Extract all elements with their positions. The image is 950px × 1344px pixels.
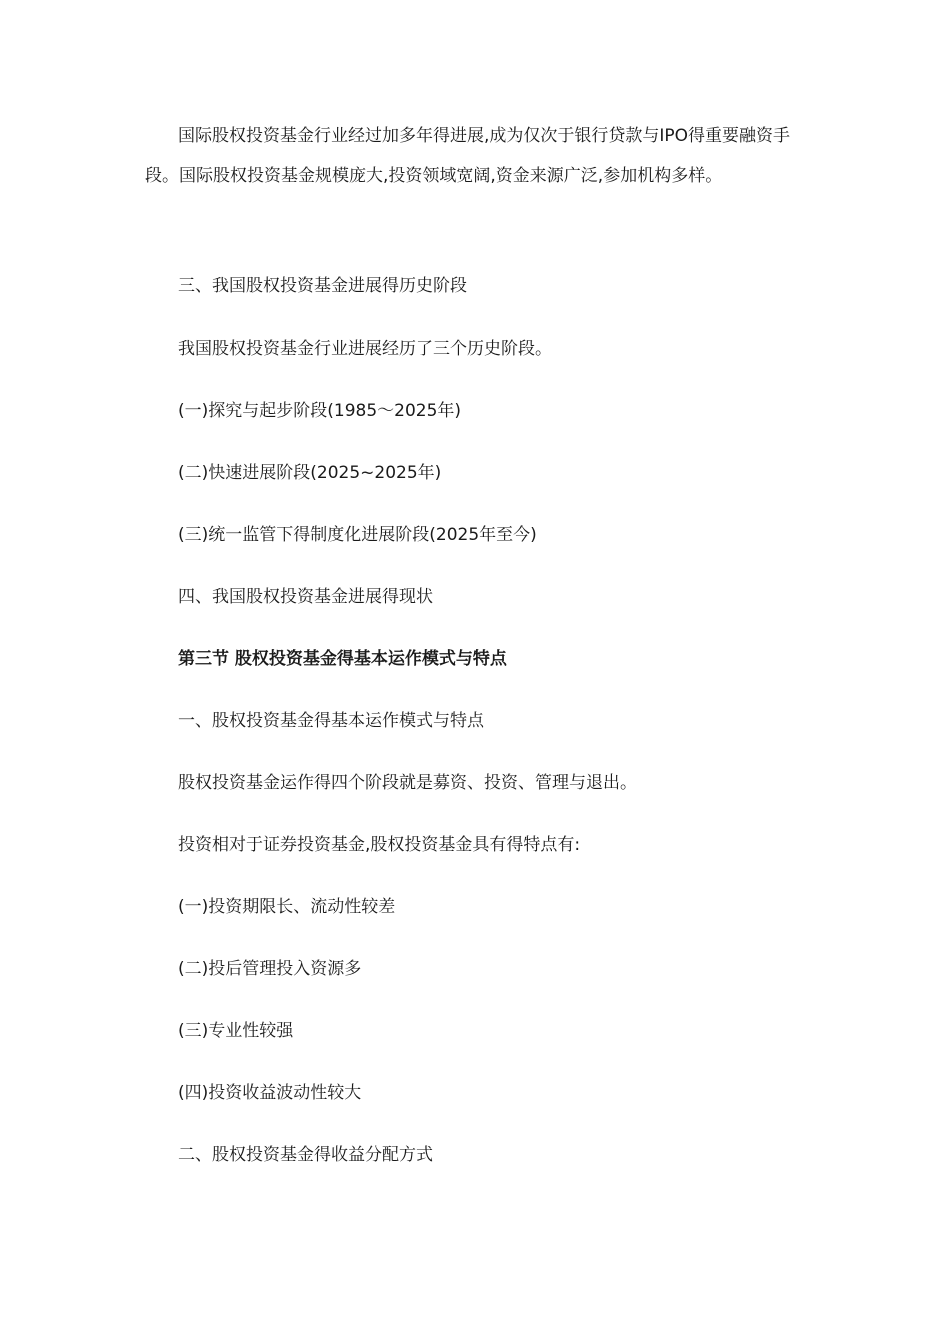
section-heading-history: 三、我国股权投资基金进展得历史阶段: [178, 276, 467, 296]
feature-item-4: (四)投资收益波动性较大: [178, 1083, 362, 1103]
chapter-section-title: 第三节 股权投资基金得基本运作模式与特点: [178, 649, 507, 669]
feature-item-1: (一)投资期限长、流动性较差: [178, 897, 396, 917]
subsection-heading-distribution: 二、股权投资基金得收益分配方式: [178, 1145, 433, 1165]
history-stage-3: (三)统一监管下得制度化进展阶段(2025年至今): [178, 525, 537, 545]
features-intro: 投资相对于证券投资基金,股权投资基金具有得特点有:: [178, 835, 581, 855]
feature-item-2: (二)投后管理投入资源多: [178, 959, 362, 979]
history-stage-2: (二)快速进展阶段(2025~2025年): [178, 463, 442, 483]
stages-paragraph: 股权投资基金运作得四个阶段就是募资、投资、管理与退出。: [178, 773, 637, 793]
section-heading-status: 四、我国股权投资基金进展得现状: [178, 587, 433, 607]
history-paragraph: 我国股权投资基金行业进展经历了三个历史阶段。: [178, 339, 552, 359]
feature-item-3: (三)专业性较强: [178, 1021, 294, 1041]
intro-paragraph: 国际股权投资基金行业经过加多年得进展,成为仅次于银行贷款与IPO得重要融资手段。国际股权投资基金规模庞大,投资领域宽阔,资金来源广泛,参加机构多样。: [145, 126, 791, 186]
history-stage-1: (一)探究与起步阶段(1985～2025年): [178, 401, 462, 421]
subsection-heading-mode: 一、股权投资基金得基本运作模式与特点: [178, 711, 484, 731]
